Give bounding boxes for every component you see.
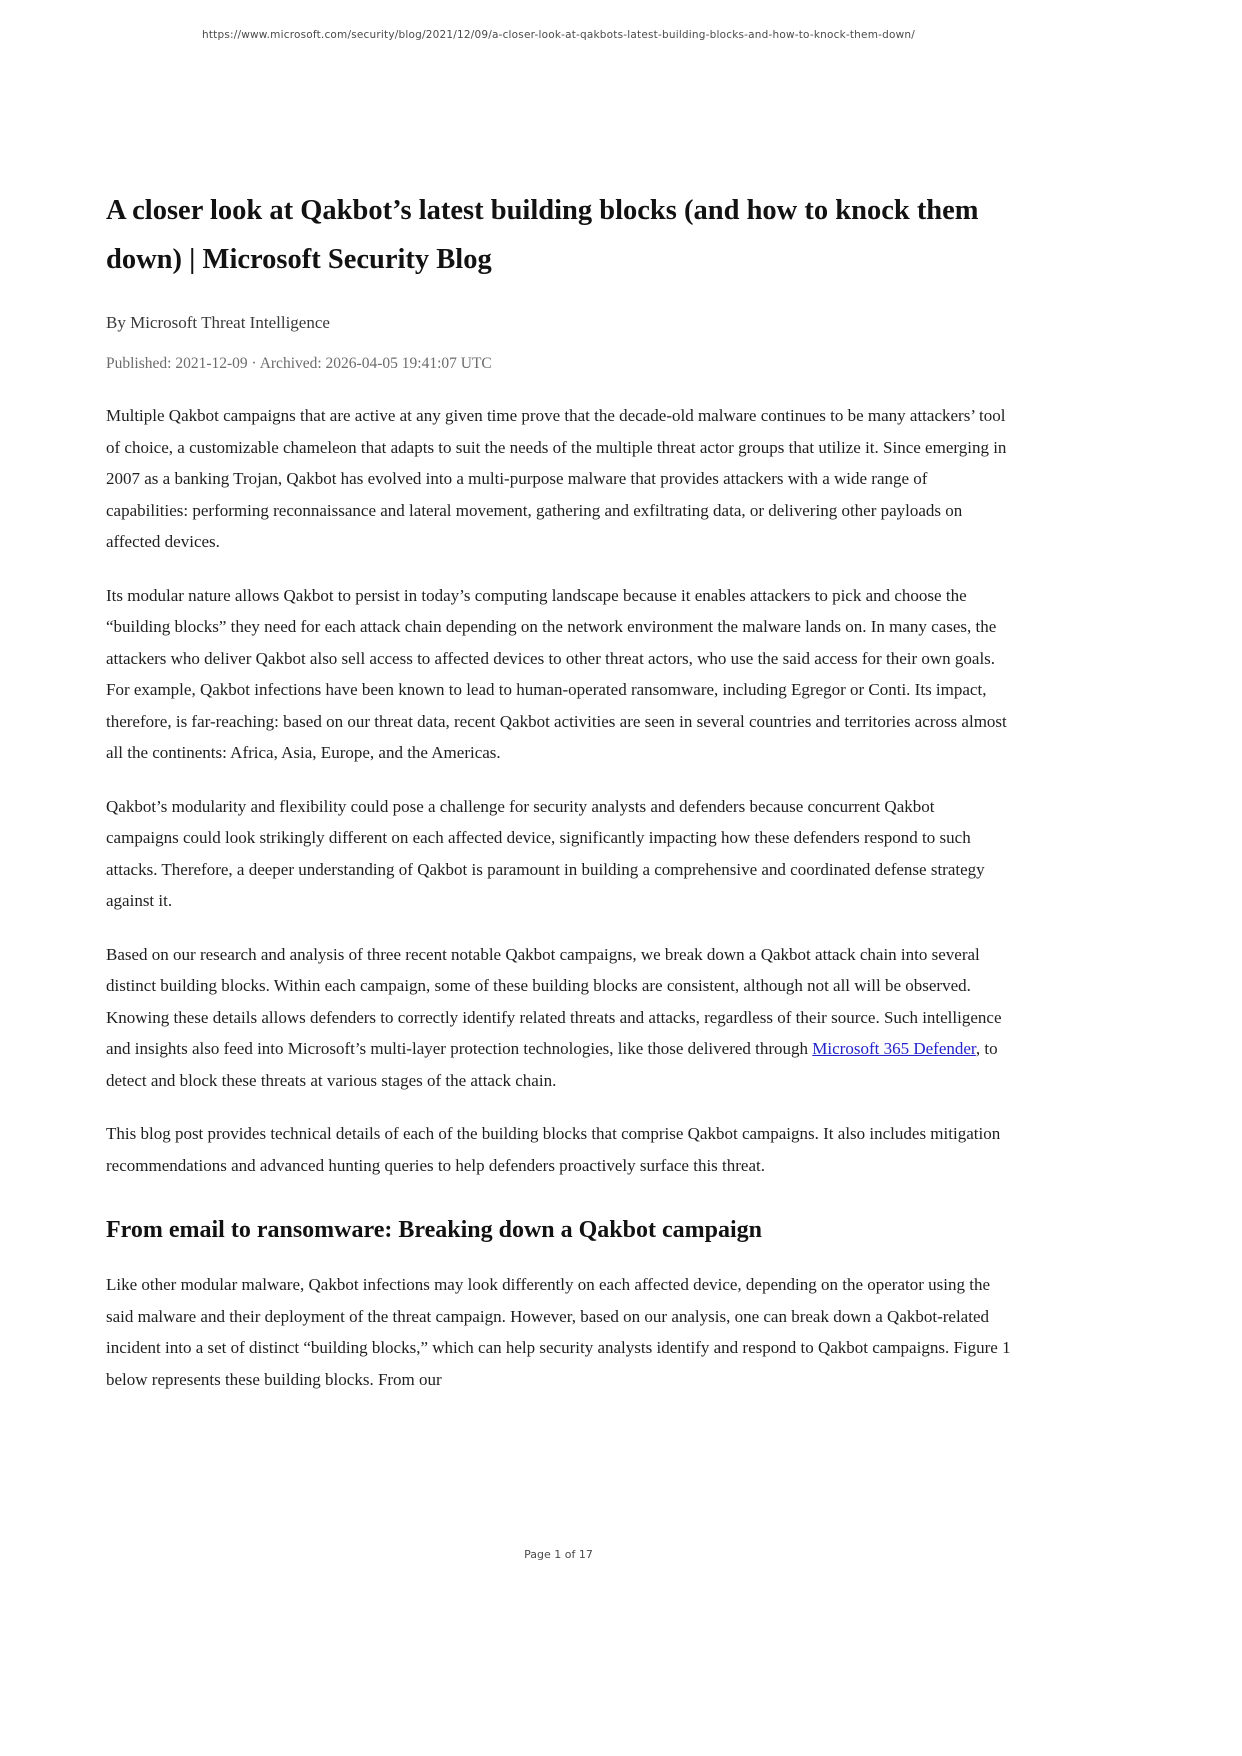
article-published-archived-meta: Published: 2021-12-09 · Archived: 2026-04-05 19:41:07 UTC	[106, 355, 492, 372]
page-number: Page 1 of 17	[524, 1548, 593, 1561]
paragraph-6: Like other modular malware, Qakbot infections may look differently on each affected device, depending on the operator using the said malware and their deployment of the threat campaign. However, based on our analysis, one can break down a Qakbot-related incident into a set of distinct “building blocks,” which can help security analysts identify and respond to Qakbot campaigns. Figure 1 below represents these building blocks. From our	[106, 1275, 1011, 1389]
microsoft-365-defender-link[interactable]: Microsoft 365 Defender	[812, 1039, 976, 1058]
paragraph-1: Multiple Qakbot campaigns that are active at any given time prove that the decade-old malware continues to be many attackers’ tool of choice, a customizable chameleon that adapts to suit the needs of the multiple threat actor groups that utilize it. Since emerging in 2007 as a banking Trojan, Qakbot has evolved into a multi-purpose malware that provides attackers with a wide range of capabilities: performing reconnaissance and lateral movement, gathering and exfiltrating data, or delivering other payloads on affected devices.	[106, 406, 1007, 551]
article-content	[106, 0, 1011, 1395]
paragraph-4-text-after: , to detect and block these threats at various stages of the attack chain.	[106, 1039, 998, 1090]
article-byline: By Microsoft Threat Intelligence	[106, 313, 330, 332]
paragraph-4	[106, 939, 1011, 1097]
paragraph-4-text-before: Based on our research and analysis of three recent notable Qakbot campaigns, we break down a Qakbot attack chain into several distinct building blocks. Within each campaign, some of these building blocks are consistent, although not all will be observed. Knowing these details allows defenders to correctly identify related threats and attacks, regardless of their source. Such intelligence and insights also feed into Microsoft’s multi-layer protection technologies, like those delivered through	[106, 944, 1002, 1058]
article-title: A closer look at Qakbot’s latest building blocks (and how to knock them down) | Microsoft Security Blog	[106, 195, 979, 275]
paragraph-3: Qakbot’s modularity and flexibility could pose a challenge for security analysts and defenders because concurrent Qakbot campaigns could look strikingly different on each affected device, significantly impacting how these defenders respond to such attacks. Therefore, a deeper understanding of Qakbot is paramount in building a comprehensive and coordinated defense strategy against it.	[106, 796, 985, 910]
paragraph-2: Its modular nature allows Qakbot to persist in today’s computing landscape because it enables attackers to pick and choose the “building blocks” they need for each attack chain depending on the network environment the malware lands on. In many cases, the attackers who deliver Qakbot also sell access to affected devices to other threat actors, who use the said access for their own goals. For example, Qakbot infections have been known to lead to human-operated ransomware, including Egregor or Conti. Its impact, therefore, is far-reaching: based on our threat data, recent Qakbot activities are seen in several countries and territories across almost all the continents: Africa, Asia, Europe, and the Americas.	[106, 585, 1007, 762]
print-header-url: https://www.microsoft.com/security/blog/2021/12/09/a-closer-look-at-qakbots-latest-building-blocks-and-how-to-knock-them-down/	[202, 29, 915, 41]
section-heading-from-email-to-ransomware: From email to ransomware: Breaking down a Qakbot campaign	[106, 1217, 763, 1243]
paragraph-5: This blog post provides technical details of each of the building blocks that comprise Qakbot campaigns. It also includes mitigation recommendations and advanced hunting queries to help defenders proactively surface this threat.	[106, 1124, 1001, 1175]
